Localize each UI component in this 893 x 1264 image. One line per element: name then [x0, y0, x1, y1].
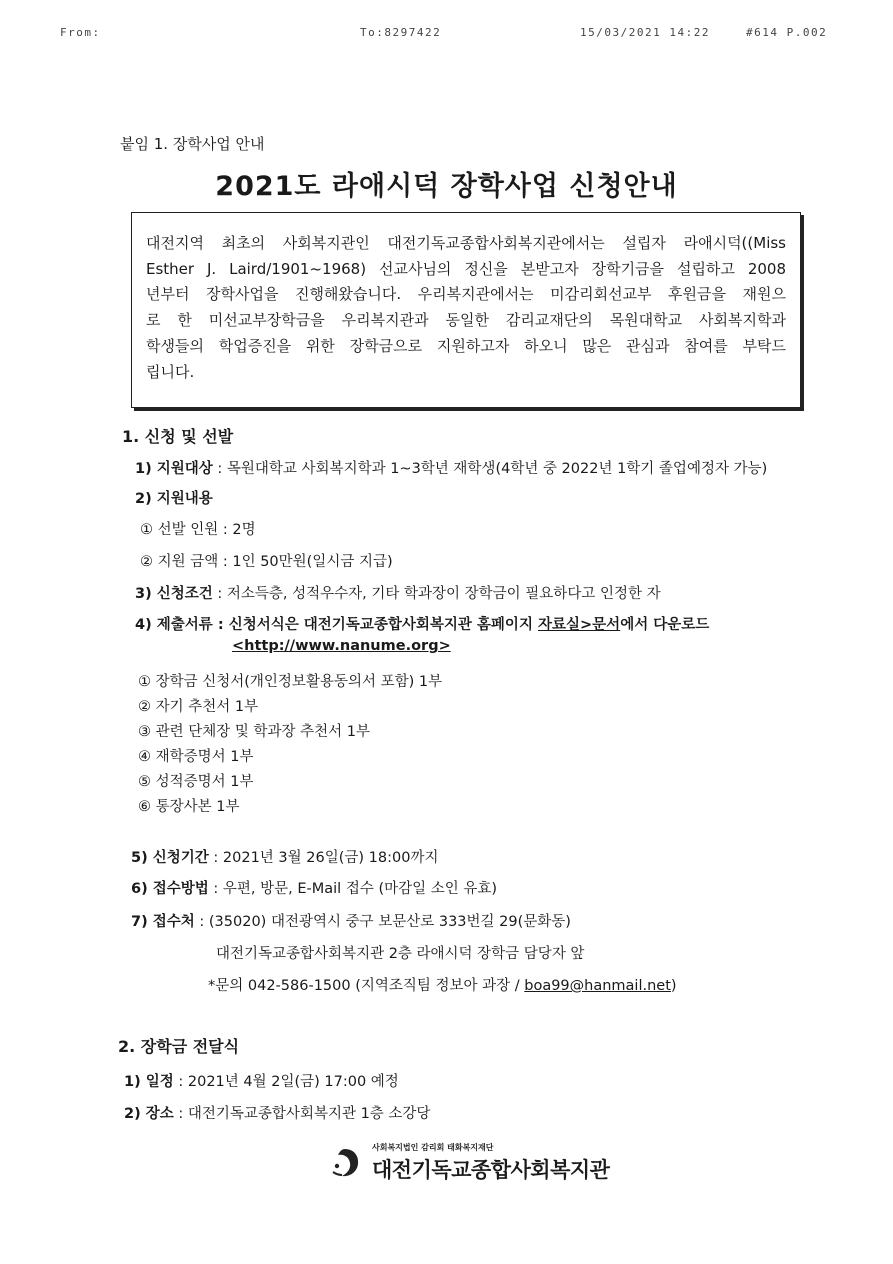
intro-line: 로 한 미선교부장학금을 우리복지관과 동일한 감리교재단의 목원대학교 사회복지학과 — [146, 311, 786, 330]
doc-item: ⑤ 성적증명서 1부 — [138, 774, 254, 790]
docs-label: 4) 제출서류 — [135, 617, 213, 633]
section2-heading: 2. 장학금 전달식 — [118, 1037, 240, 1056]
contact-prefix: *문의 042-586-1500 (지역조직팀 정보아 과장 / — [208, 978, 525, 994]
intro-line: 년부터 장학사업을 진행해왔습니다. 우리복지관에서는 미감리회선교부 후원금을 재원으 — [146, 285, 786, 304]
condition-row — [135, 582, 661, 603]
target-row — [135, 457, 767, 478]
period-value: : 2021년 3월 26일(금) 18:00까지 — [213, 850, 439, 866]
method-label: 6) 접수방법 — [131, 881, 209, 897]
docs-row — [135, 613, 709, 634]
contact-email-link[interactable]: boa99@hanmail.net — [524, 978, 671, 994]
doc-item: ② 자기 추천서 1부 — [138, 699, 259, 715]
org-subtitle: 사회복지법인 감리회 태화복지재단 — [372, 1143, 494, 1152]
fax-page: #614 P.002 — [746, 26, 828, 39]
period-label: 5) 신청기간 — [131, 850, 209, 866]
doc-item: ④ 재학증명서 1부 — [138, 749, 254, 765]
fax-to: To:8297422 — [360, 26, 442, 39]
doc-item: ③ 관련 단체장 및 학과장 추천서 1부 — [138, 724, 370, 740]
docs-value-prefix: : 신청서식은 대전기독교종합사회복지관 홈페이지 — [217, 617, 538, 633]
method-value: : 우편, 방문, E-Mail 접수 (마감일 소인 유효) — [213, 881, 498, 897]
page-title: 2021도 라애시덕 장학사업 신청안내 — [215, 171, 678, 202]
venue-row — [124, 1102, 430, 1123]
section1-heading: 1. 신청 및 선발 — [122, 427, 234, 446]
intro-line: 대전지역 최초의 사회복지관인 대전기독교종합사회복지관에서는 설립자 라애시덕((Miss — [146, 234, 786, 252]
place-row — [131, 910, 571, 931]
intro-box — [131, 212, 801, 408]
intro-line: Esther J. Laird/1901~1968) 선교사님의 정신을 본받고자 장학기금을 설립하고 2008 — [146, 259, 786, 278]
content-label: 2) 지원내용 — [135, 491, 213, 507]
fax-datetime: 15/03/2021 14:22 — [580, 26, 710, 39]
doc-item: ⑥ 통장사본 1부 — [138, 799, 240, 815]
intro-line: 학생들의 학업증진을 위한 장학금으로 지원하고자 하오니 많은 관심과 참여를 부탁드 — [146, 336, 786, 355]
org-logo-icon — [328, 1146, 362, 1180]
place-value: : (35020) 대전광역시 중구 보문산로 333번길 29(문화동) — [199, 914, 571, 930]
place-line2: 대전기독교종합사회복지관 2층 라애시덕 장학금 담당자 앞 — [216, 946, 585, 962]
doc-item: ① 장학금 신청서(개인정보활용동의서 포함) 1부 — [138, 674, 443, 690]
target-label: 1) 지원대상 — [135, 461, 213, 477]
docs-value-suffix: 에서 다운로드 — [620, 617, 710, 633]
content-item: ② 지원 금액 : 1인 50만원(일시금 지급) — [140, 554, 393, 570]
target-value: : 목원대학교 사회복지학과 1~3학년 재학생(4학년 중 2022년 1학기 졸업예정자 가능) — [217, 461, 768, 477]
venue-value: : 대전기독교종합사회복지관 1층 소강당 — [178, 1106, 431, 1122]
intro-line: 립니다. — [146, 362, 195, 381]
date-value: : 2021년 4월 2일(금) 17:00 예정 — [178, 1074, 399, 1090]
date-label: 1) 일정 — [124, 1074, 174, 1090]
footer-logo — [328, 1142, 610, 1184]
condition-value: : 저소득층, 성적우수자, 기타 학과장이 장학금이 필요하다고 인정한 자 — [217, 586, 661, 602]
content-item: ① 선발 인원 : 2명 — [140, 522, 256, 538]
org-name: 대전기독교종합사회복지관 — [372, 1158, 610, 1182]
docs-archive-link[interactable]: 자료실>문서 — [538, 617, 621, 633]
venue-label: 2) 장소 — [124, 1106, 174, 1122]
date-row — [124, 1070, 399, 1091]
contact-suffix: ) — [670, 978, 677, 994]
fax-from: From: — [60, 26, 101, 39]
place-label: 7) 접수처 — [131, 914, 195, 930]
contact-row — [208, 974, 677, 995]
attachment-label: 붙임 1. 장학사업 안내 — [120, 135, 265, 153]
period-row — [131, 846, 438, 867]
condition-label: 3) 신청조건 — [135, 586, 213, 602]
content-row — [135, 487, 213, 508]
homepage-link[interactable]: <http://www.nanume.org> — [232, 638, 451, 654]
method-row — [131, 877, 497, 898]
